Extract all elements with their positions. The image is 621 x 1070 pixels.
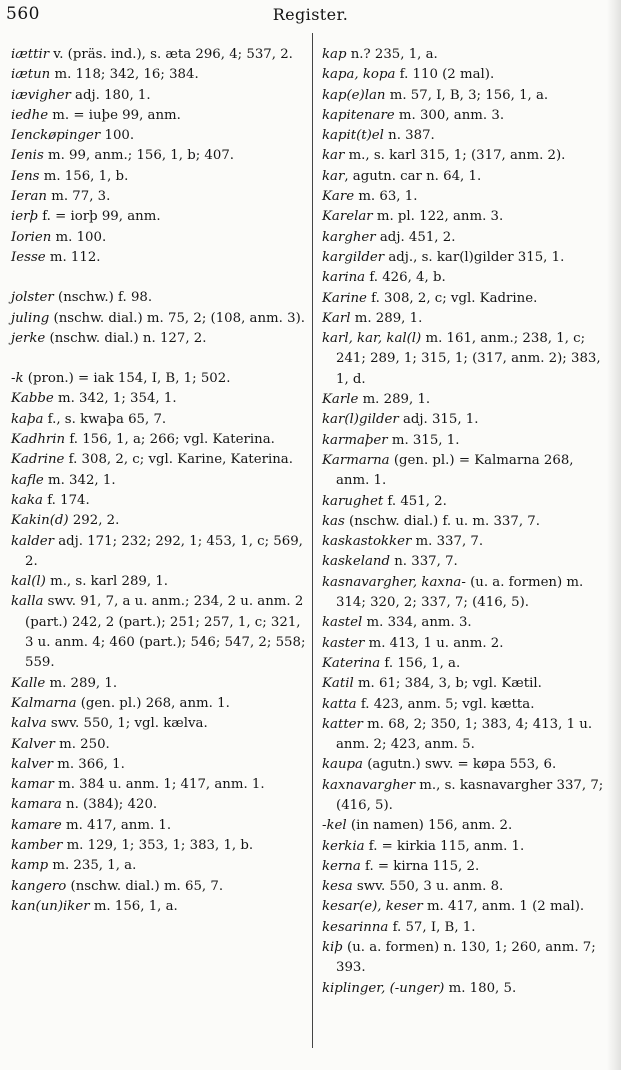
index-entry [322, 45, 611, 65]
entry-headword: kalla [11, 594, 44, 610]
index-entry [11, 389, 306, 409]
index-entry [322, 552, 611, 572]
entry-headword: kapa, kopa [322, 67, 396, 83]
index-entry [322, 897, 611, 917]
entry-headword: kamar [11, 777, 54, 793]
entry-headword: kargilder [322, 249, 385, 265]
page-edge-shadow [607, 0, 621, 1070]
index-entry [322, 492, 611, 512]
column-divider [312, 33, 313, 1048]
index-entry [11, 207, 306, 227]
entry-headword: iætun [11, 67, 51, 83]
entry-headword: Kakin(d) [11, 513, 69, 529]
entry-references: f. 110 (2 mal). [395, 67, 495, 83]
entry-references: n. 337, 7. [390, 554, 458, 570]
entry-headword: jolster [11, 290, 54, 306]
index-entry [11, 795, 306, 815]
entry-headword: kar(l)gilder [322, 412, 399, 428]
entry-references: m., s. karl 315, 1; (317, anm. 2). [344, 148, 566, 164]
index-entry [11, 511, 306, 531]
entry-headword: katta [322, 696, 357, 712]
entry-headword: iættir [11, 47, 50, 62]
entry-headword: iedhe [11, 107, 49, 123]
index-entry [322, 451, 611, 492]
entry-headword: kerkia [322, 838, 365, 854]
entry-references: m. 156, 1, a. [89, 898, 178, 914]
index-entry [11, 735, 306, 755]
index-entry [11, 592, 306, 673]
index-entry [11, 532, 306, 573]
entry-references: m. 289, 1. [45, 675, 118, 691]
index-entry [322, 228, 611, 248]
index-entry [322, 837, 611, 857]
entry-headword: kaþa [11, 411, 44, 427]
index-entry [322, 329, 611, 390]
entry-headword: kiþ [322, 940, 343, 956]
index-entry [11, 369, 306, 389]
entry-references: m. 315, 1. [387, 432, 460, 448]
entry-references: f. 308, 2, c; vgl. Kadrine. [366, 290, 538, 306]
entry-references: swv. 550, 1; vgl. kælva. [46, 716, 208, 732]
entry-headword: kalver [11, 756, 53, 772]
entry-references: m. 57, I, B, 3; 156, 1, a. [385, 87, 549, 103]
entry-headword: Katerina [322, 655, 381, 671]
entry-headword: katter [322, 716, 363, 732]
entry-headword: kesar(e), keser [322, 899, 423, 915]
entry-references: m., s. karl 289, 1. [45, 574, 169, 590]
entry-references: m. 156, 1, b. [39, 168, 129, 184]
entry-references: f. 156, 1, a. [380, 655, 461, 671]
entry-headword: jerke [11, 330, 46, 346]
index-entry [322, 613, 611, 633]
entry-headword: Karine [322, 290, 367, 306]
entry-references: adj. 315, 1. [398, 412, 479, 428]
entry-references: m. = iuþe 99, anm. [48, 107, 181, 123]
entry-references: m. 417, anm. 1 (2 mal). [422, 899, 585, 915]
entry-references: m. 417, anm. 1. [61, 817, 172, 833]
index-entry [11, 126, 306, 146]
entry-headword: kar [322, 148, 345, 164]
index-entry [322, 207, 611, 227]
index-entry [11, 856, 306, 876]
index-entry [322, 654, 611, 674]
running-title: Register. [272, 5, 349, 24]
entry-headword: kerna [322, 858, 361, 874]
entry-references: f. = kirkia 115, anm. 1. [364, 838, 525, 854]
index-entry [11, 491, 306, 511]
index-entry [322, 309, 611, 329]
index-entry [322, 816, 611, 836]
entry-references: v. (präs. ind.), s. æta 296, 4; 537, 2. [49, 47, 293, 62]
entry-headword: kaskeland [322, 554, 390, 570]
entry-references: (nschw. dial.) n. 127, 2. [45, 330, 207, 346]
entry-references: f. = iorþ 99, anm. [38, 209, 161, 225]
entry-references: n.? 235, 1, a. [346, 47, 438, 62]
entry-headword: Karl [322, 310, 351, 326]
entry-references: (in namen) 156, anm. 2. [346, 818, 513, 834]
entry-headword: kaxnavargher [322, 777, 416, 793]
entry-headword: Katil [322, 676, 354, 692]
entry-headword: kasnavargher, kaxna- [322, 574, 466, 590]
entry-headword: kargher [322, 229, 376, 245]
entry-headword: kamp [11, 858, 49, 874]
entry-references: m. 250. [54, 736, 110, 752]
index-entry [11, 329, 306, 349]
entry-headword: kaskastokker [322, 534, 412, 550]
page-header [0, 4, 621, 30]
index-entry [322, 146, 611, 166]
index-entry [322, 979, 611, 999]
index-entry [11, 775, 306, 795]
entry-headword: karughet [322, 493, 384, 509]
entry-headword: -k [11, 371, 24, 387]
entry-headword: kan(un)iker [11, 898, 90, 914]
entry-headword: kastel [322, 615, 363, 631]
index-entry [11, 228, 306, 248]
entry-headword: Iens [11, 168, 40, 184]
entry-headword: Karle [322, 392, 359, 408]
index-entry [11, 410, 306, 430]
index-entry [322, 65, 611, 85]
entry-references: m., s. kasnavargher 337, 7; (416, 5). [336, 777, 604, 813]
entry-headword: Ieran [11, 189, 47, 205]
index-entry [322, 532, 611, 552]
entry-references: (nschw.) f. 98. [53, 290, 153, 306]
entry-references: f. 451, 2. [383, 493, 447, 509]
entry-references: , agutn. car n. 64, 1. [344, 168, 482, 184]
index-entry [322, 877, 611, 897]
entry-references: m. 413, 1 u. anm. 2. [364, 635, 504, 651]
entry-headword: Kadhrin [11, 432, 66, 448]
entry-references: m. 366, 1. [52, 756, 125, 772]
entry-references: m. 342, 1. [43, 472, 116, 488]
index-entry [322, 776, 611, 817]
index-entry [11, 714, 306, 734]
index-entry [322, 857, 611, 877]
entry-references: m. 129, 1; 353, 1; 383, 1, b. [62, 837, 254, 853]
index-entry [322, 695, 611, 715]
entry-references: (u. a. formen) n. 130, 1; 260, anm. 7; 393. [336, 940, 596, 976]
entry-references: m. pl. 122, anm. 3. [372, 209, 504, 225]
entry-references: f. 57, I, B, 1. [388, 919, 476, 935]
entry-headword: kaka [11, 492, 43, 508]
index-entry [11, 572, 306, 592]
entry-references: (nschw. dial.) m. 65, 7. [66, 878, 224, 894]
entry-headword: Kalver [11, 736, 55, 752]
entry-references: (u. a. formen) m. 314; 320, 2; 337, 7; (416, 5). [336, 574, 584, 611]
entry-references: f. 174. [42, 492, 90, 508]
index-entry [322, 86, 611, 106]
entry-headword: -kel [322, 818, 347, 834]
entry-references: (nschw. dial.) m. 75, 2; (108, anm. 3). [49, 310, 305, 326]
entry-headword: kamare [11, 817, 62, 833]
entry-references: m. 180, 5. [444, 980, 517, 996]
entry-headword: kamber [11, 837, 63, 853]
entry-references: m. 63, 1. [354, 189, 418, 205]
left-column [11, 45, 306, 917]
index-entry [322, 187, 611, 207]
index-entry [11, 45, 306, 65]
index-entry [322, 126, 611, 146]
index-entry [11, 836, 306, 856]
index-entry [11, 288, 306, 308]
entry-references: adj. 171; 232; 292, 1; 453, 1, c; 569, 2. [25, 533, 303, 569]
entry-references: (gen. pl.) 268, anm. 1. [76, 695, 230, 711]
index-entry [11, 877, 306, 897]
index-entry [322, 918, 611, 938]
index-entry [322, 268, 611, 288]
entry-references: (pron.) = iak 154, I, B, 1; 502. [23, 371, 231, 387]
entry-references: adj. 180, 1. [70, 87, 151, 103]
entry-references: m. 337, 7. [411, 534, 484, 550]
entry-headword: kas [322, 513, 345, 529]
index-entry [322, 106, 611, 126]
entry-headword: Iesse [11, 249, 46, 265]
entry-headword: iævigher [11, 87, 71, 103]
index-entry [322, 167, 611, 187]
entry-headword: Kabbe [11, 391, 54, 407]
index-entry [11, 450, 306, 470]
entry-references: f. = kirna 115, 2. [360, 858, 480, 874]
entry-references: m. 289, 1. [358, 392, 431, 408]
entry-references: m. 384 u. anm. 1; 417, anm. 1. [53, 777, 265, 793]
index-entry [322, 755, 611, 775]
entry-references: f. 308, 2, c; vgl. Karine, Katerina. [64, 452, 293, 468]
entry-references: m. 77, 3. [46, 189, 111, 205]
entry-headword: kafle [11, 472, 44, 488]
entry-references: adj., s. kar(l)gilder 315, 1. [384, 249, 565, 265]
entry-headword: Kare [322, 189, 355, 205]
entry-references: 100. [100, 128, 135, 144]
entry-references: n. 387. [383, 128, 435, 144]
index-entry [11, 248, 306, 268]
index-entry [322, 674, 611, 694]
index-entry [11, 106, 306, 126]
right-column [322, 45, 611, 999]
index-entry [11, 897, 306, 917]
entry-headword: karmaþer [322, 432, 388, 448]
entry-references: m. 300, anm. 3. [394, 107, 505, 123]
index-entry [11, 471, 306, 491]
entry-references: m. 235, 1, a. [48, 858, 137, 874]
entry-references: 292, 2. [68, 513, 120, 529]
index-entry [322, 289, 611, 309]
entry-headword: kesa [322, 879, 353, 895]
entry-headword: Kalle [11, 675, 46, 691]
entry-headword: juling [11, 310, 50, 326]
entry-headword: Ienckøpinger [11, 128, 101, 144]
index-entry [322, 512, 611, 532]
entry-headword: kangero [11, 878, 67, 894]
entry-references: m. 342, 1; 354, 1. [53, 391, 177, 407]
index-entry [11, 65, 306, 85]
entry-headword: kap(e)lan [322, 87, 386, 103]
index-entry [322, 390, 611, 410]
entry-references: m. 61; 384, 3, b; vgl. Kætil. [353, 676, 542, 692]
entry-headword: kesarinna [322, 919, 389, 935]
index-entry [11, 694, 306, 714]
entry-references: f., s. kwaþa 65, 7. [43, 411, 167, 427]
index-entry [11, 187, 306, 207]
entry-headword: kap [322, 47, 347, 62]
entry-headword: Ienis [11, 148, 44, 164]
entry-headword: karl, kar, kal(l) [322, 331, 422, 347]
entry-headword: ierþ [11, 209, 38, 225]
entry-references: swv. 91, 7, a u. anm.; 234, 2 u. anm. 2 (part.) 242, 2 (part.); 251; 257, 1, c; 321, 3 u. anm. 4; 460 (part.); 546; 547, 2; 558; 559. [25, 594, 306, 671]
index-entry [322, 410, 611, 430]
index-entry [322, 715, 611, 756]
index-entry [322, 573, 611, 614]
entry-references: f. 423, anm. 5; vgl. kætta. [356, 696, 535, 712]
entry-headword: Kalmarna [11, 695, 77, 711]
entry-references: m. 289, 1. [350, 310, 423, 326]
entry-headword: kaster [322, 635, 365, 651]
index-entry [11, 430, 306, 450]
index-entry [11, 146, 306, 166]
index-entry [11, 755, 306, 775]
entry-references: m. 112. [45, 249, 101, 265]
entry-headword: Iorien [11, 229, 52, 245]
index-entry [322, 938, 611, 979]
entry-references: f. 156, 1, a; 266; vgl. Katerina. [65, 432, 275, 448]
entry-references: m. 99, anm.; 156, 1, b; 407. [43, 148, 235, 164]
entry-headword: Kadrine [11, 452, 65, 468]
entry-references: m. 118; 342, 16; 384. [50, 67, 199, 83]
entry-headword: kapitenare [322, 107, 395, 123]
entry-references: m. 68, 2; 350, 1; 383, 4; 413, 1 u. anm. 2; 423, anm. 5. [336, 716, 593, 753]
entry-headword: kal(l) [11, 574, 46, 590]
entry-headword: kalder [11, 533, 54, 549]
index-entry [322, 634, 611, 654]
entry-references: m. 100. [51, 229, 107, 245]
entry-headword: kar [322, 168, 345, 184]
index-entry [11, 309, 306, 329]
entry-headword: karina [322, 270, 366, 286]
index-entry [11, 167, 306, 187]
entry-headword: kaupa [322, 757, 363, 773]
entry-references: n. (384); 420. [61, 797, 158, 813]
index-entry [322, 248, 611, 268]
entry-references: swv. 550, 3 u. anm. 8. [352, 879, 504, 895]
entry-headword: kiplinger, (-unger) [322, 980, 445, 996]
page-number: 560 [6, 4, 40, 24]
entry-headword: Karmarna [322, 452, 390, 468]
index-entry [322, 431, 611, 451]
entry-headword: kapit(t)el [322, 128, 384, 144]
entry-headword: kalva [11, 716, 47, 732]
entry-references: adj. 451, 2. [375, 229, 456, 245]
entry-references: (gen. pl.) = Kalmarna 268, anm. 1. [336, 452, 574, 489]
index-entry [11, 674, 306, 694]
index-entry [11, 816, 306, 836]
index-entry [11, 86, 306, 106]
entry-references: m. 334, anm. 3. [362, 615, 472, 631]
entry-headword: Karelar [322, 209, 373, 225]
entry-references: (nschw. dial.) f. u. m. 337, 7. [344, 513, 540, 529]
entry-references: m. 161, anm.; 238, 1, c; 241; 289, 1; 315, 1; (317, anm. 2); 383, 1, d. [336, 331, 601, 387]
entry-references: f. 426, 4, b. [365, 270, 446, 286]
entry-references: (agutn.) swv. = køpa 553, 6. [363, 757, 557, 773]
entry-headword: kamara [11, 797, 62, 813]
